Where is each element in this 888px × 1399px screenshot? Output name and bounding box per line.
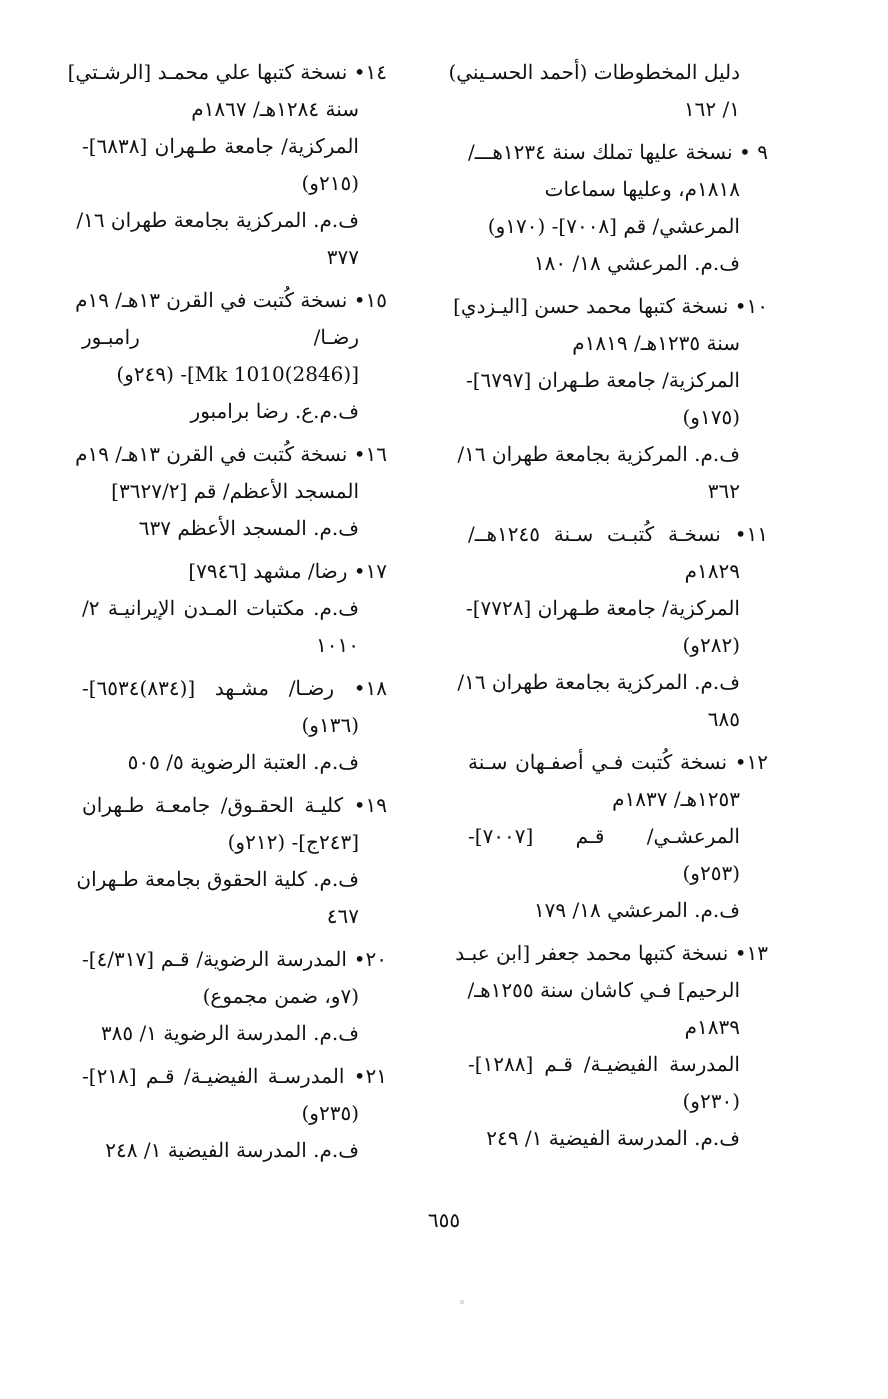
entry-line: سنة ١٢٣٥هـ/ ١٨١٩م xyxy=(572,331,740,355)
entry-line: ف.م. المركزية بجامعة طهران ١٦/ xyxy=(457,442,740,466)
entry-line: ف.م. كلية الحقوق بجامعة طـهران xyxy=(76,867,359,891)
entry-line: ف.م. المسجد الأعظم ٦٣٧ xyxy=(138,516,359,540)
entry-line: [(2846)1010 Mk]- (٢٤٩و) xyxy=(116,362,359,386)
manuscript-entry xyxy=(453,288,768,510)
entry-heading-line: ١٤• نسخة كتبها علي محمـد [الرشـتي] xyxy=(67,60,387,84)
entry-heading-line: ١٧• رضا/ مشهد [٧٩٤٦] xyxy=(188,559,387,583)
entry-line: المرعشـي/ قـم [٧٠٠٧]- xyxy=(468,824,740,848)
entry-heading-line: ١٢• نسخة كُتبت فـي أصفـهان سـنة xyxy=(468,750,768,774)
entry-line: ٤٦٧ xyxy=(326,904,359,928)
entry-line: دليل المخطوطات (أحمد الحسـيني) xyxy=(448,60,740,84)
entry-line: ف.م. المركزية بجامعة طهران ١٦/ xyxy=(76,208,359,232)
entry-line: ف.م. العتبة الرضوية ٥/ ٥٠٥ xyxy=(127,750,359,774)
entry-line: ١٨١٨م، وعليها سماعات xyxy=(544,177,740,201)
entry-line: (٢٣٠و) xyxy=(682,1089,740,1113)
scan-speck xyxy=(460,1300,464,1304)
entry-line: (٢١٥و) xyxy=(301,171,359,195)
entry-line: ف.م.ع. رضا برامبور xyxy=(190,399,359,423)
entry-line: ف.م. المدرسة الفيضية ١/ ٢٤٩ xyxy=(486,1126,740,1150)
manuscript-entry xyxy=(82,941,387,1052)
entry-heading-line: ٩ • نسخة عليها تملك سنة ١٢٣٤هـــ/ xyxy=(468,140,768,164)
entry-line: رضـا/ رامبـور xyxy=(82,325,359,349)
entry-line: ١٢٥٣هـ/ ١٨٣٧م xyxy=(612,787,740,811)
entry-line: سنة ١٢٨٤هـ/ ١٨٦٧م xyxy=(191,97,359,121)
right-column xyxy=(448,54,768,1157)
entry-heading-line: ١٥• نسخة كُتبت في القرن ١٣هـ/ ١٩م xyxy=(75,288,387,312)
entry-line: المرعشي/ قم [٧٠٠٨]- (١٧٠و) xyxy=(487,214,740,238)
entry-heading-line: ١٣• نسخة كتبها محمد جعفر [ابن عبـد xyxy=(455,941,768,965)
entry-line: ف.م. مكتبات المـدن الإيرانيـة ٢/ xyxy=(82,596,359,620)
manuscript-entry xyxy=(448,54,768,128)
entry-heading-line: ١١• نسخـة كُتبـت سـنة ١٢٤٥هــ/ xyxy=(468,522,768,546)
entry-line: ف.م. المدرسة الرضوية ١/ ٣٨٥ xyxy=(100,1021,359,1045)
entry-line: (١٧٥و) xyxy=(682,405,740,429)
manuscript-entry xyxy=(75,436,387,547)
manuscript-entry xyxy=(455,935,768,1157)
manuscript-entry xyxy=(468,744,768,929)
entry-line: ١٠١٠ xyxy=(316,633,359,657)
page-number: ٦٥٥ xyxy=(427,1208,461,1232)
manuscript-entry xyxy=(82,553,387,664)
entry-heading-line: ١٠• نسخة كتبها محمد حسن [اليـزدي] xyxy=(453,294,768,318)
left-column xyxy=(67,54,387,1169)
entry-heading-line: ٢٠• المدرسة الرضوية/ قـم [٤/٣١٧]- xyxy=(82,947,387,971)
entry-line: ٣٦٢ xyxy=(707,479,740,503)
entry-line: المدرسة الفيضيـة/ قـم [١٢٨٨]- xyxy=(468,1052,740,1076)
entry-line: ف.م. المرعشي ١٨/ ١٧٩ xyxy=(533,898,740,922)
entry-line: ٣٧٧ xyxy=(326,245,359,269)
entry-line: المركزية/ جامعة طـهران [٧٧٢٨]- xyxy=(465,596,740,620)
manuscript-entry xyxy=(82,670,387,781)
entry-line: المسجد الأعظم/ قم [٣٦٢٧/٢] xyxy=(111,479,359,503)
entry-heading-line: ١٨• رضـا/ مشـهد [(٨٣٤)٦٥٣٤]- xyxy=(82,676,387,700)
entry-line: ف.م. المدرسة الفيضية ١/ ٢٤٨ xyxy=(105,1138,359,1162)
entry-line: ١٨٣٩م xyxy=(684,1015,740,1039)
entry-line: (٢٨٢و) xyxy=(682,633,740,657)
entry-line: (٢٥٣و) xyxy=(682,861,740,885)
entry-line: (٧و، ضمن مجموع) xyxy=(202,984,359,1008)
entry-line: ١٨٢٩م xyxy=(684,559,740,583)
entry-line: ٦٨٥ xyxy=(707,707,740,731)
entry-line: (٢٣٥و) xyxy=(301,1101,359,1125)
manuscript-entry xyxy=(67,54,387,276)
manuscript-entry xyxy=(457,516,768,738)
manuscript-entry xyxy=(468,134,768,282)
entry-line: الرحيم] فـي كاشان سنة ١٢٥٥هـ/ xyxy=(467,978,740,1002)
entry-line: المركزية/ جامعة طـهران [٦٨٣٨]- xyxy=(82,134,359,158)
entry-heading-line: ١٦• نسخة كُتبت في القرن ١٣هـ/ ١٩م xyxy=(75,442,387,466)
entry-line: المركزية/ جامعة طـهران [٦٧٩٧]- xyxy=(465,368,740,392)
entry-line: [٢٤٣ج]- (٢١٢و) xyxy=(227,830,359,854)
entry-line: ف.م. المرعشي ١٨/ ١٨٠ xyxy=(533,251,740,275)
manuscript-entry xyxy=(75,282,387,430)
manuscript-entry xyxy=(76,787,387,935)
entry-line: ١/ ١٦٢ xyxy=(683,97,740,121)
entry-heading-line: ٢١• المدرسـة الفيضيـة/ قـم [٢١٨]- xyxy=(82,1064,387,1088)
entry-heading-line: ١٩• كليـة الحقـوق/ جامعـة طـهران xyxy=(82,793,387,817)
entry-line: ف.م. المركزية بجامعة طهران ١٦/ xyxy=(457,670,740,694)
entry-line: (١٣٦و) xyxy=(301,713,359,737)
manuscript-entry xyxy=(82,1058,387,1169)
